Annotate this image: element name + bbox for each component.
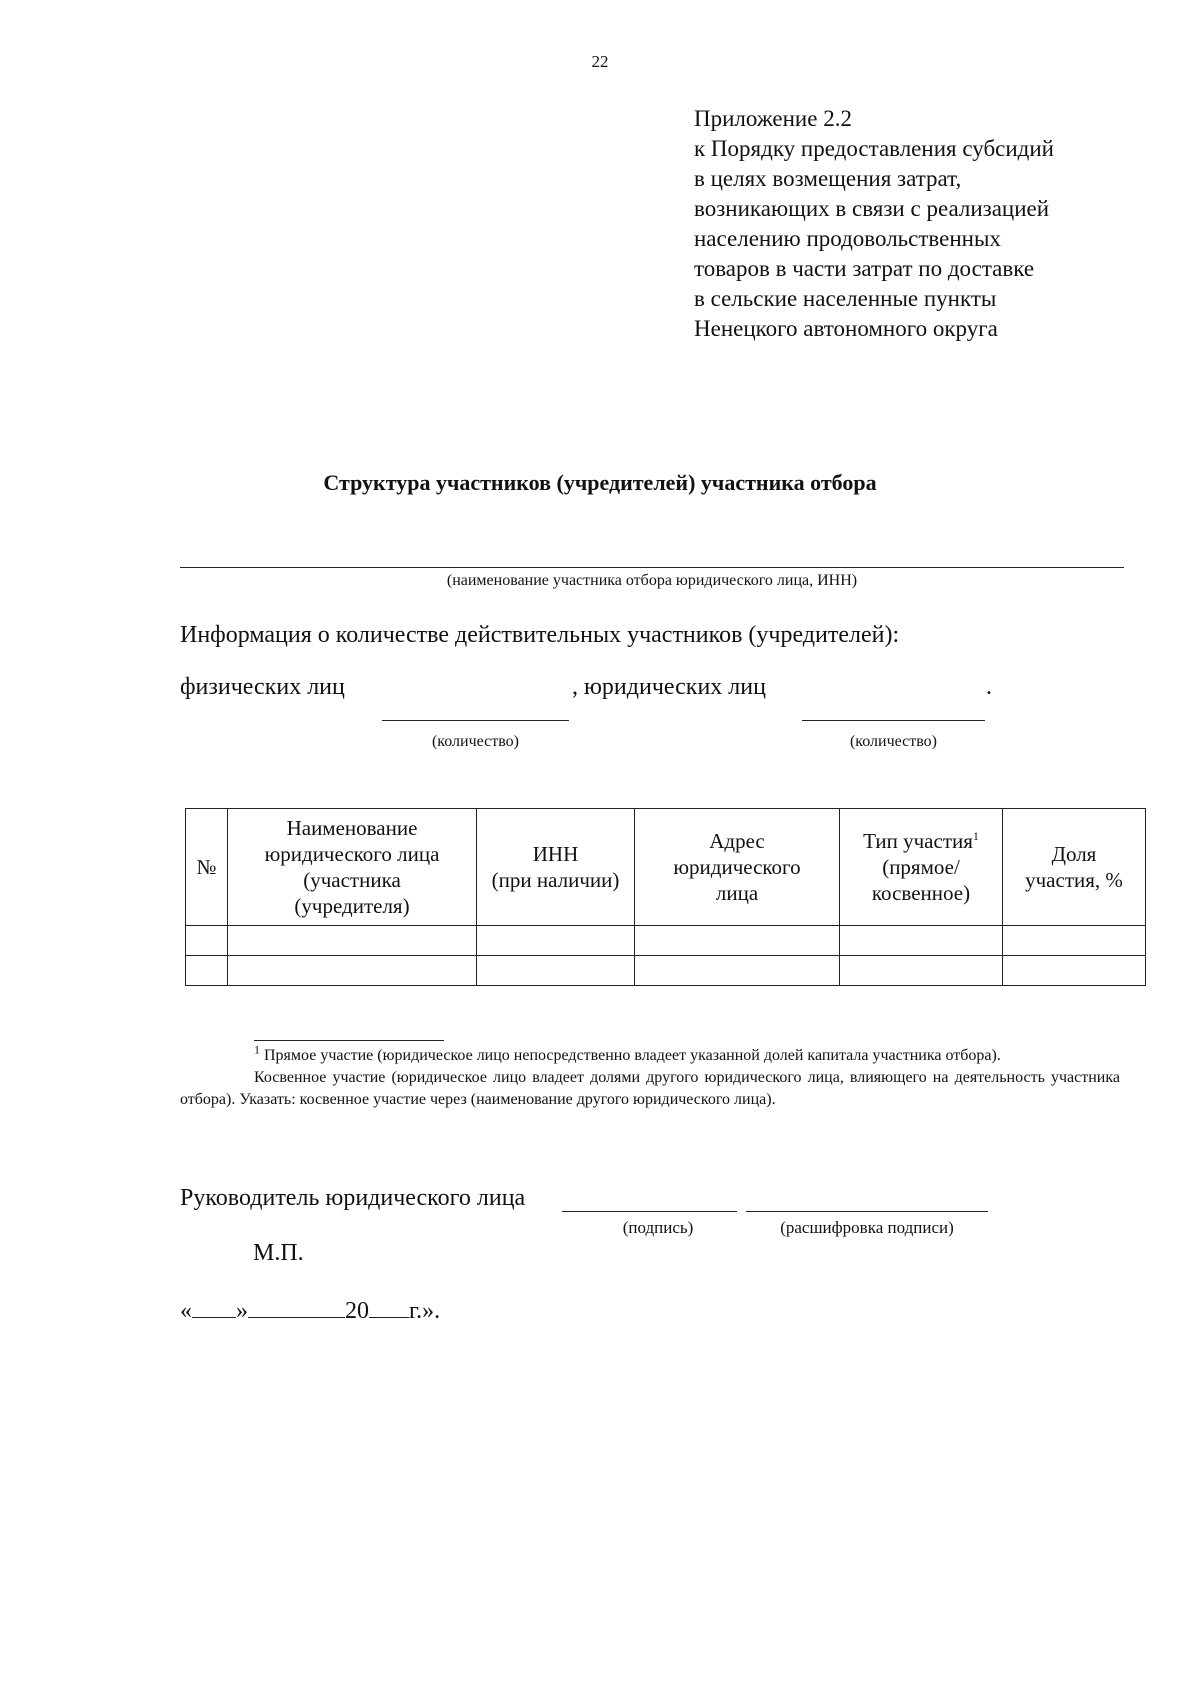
table-cell[interactable]: [477, 926, 635, 956]
header-text: Адрес: [709, 829, 765, 853]
header-text: косвенное): [871, 881, 971, 905]
table-row: [186, 926, 1146, 956]
header-text: (прямое/: [882, 855, 960, 879]
date-year-field[interactable]: [369, 1295, 409, 1318]
header-text: юридического лица: [264, 842, 440, 866]
page-number: 22: [591, 52, 609, 71]
table-cell[interactable]: [228, 956, 477, 986]
sentence-period: .: [986, 674, 992, 700]
document-title: Структура участников (учредителей) участника отбора: [323, 470, 877, 495]
footnote-separator: [254, 1040, 444, 1041]
footnote-direct: [180, 1042, 1120, 1067]
header-text: (учредителя): [294, 894, 410, 918]
header-text: Наименование: [286, 816, 418, 840]
appendix-block: [694, 104, 1054, 344]
header-text: Тип участия: [863, 829, 973, 853]
footnote-marker: 1: [254, 1042, 260, 1057]
appendix-line: населению продовольственных: [694, 226, 1001, 251]
appendix-line: Приложение 2.2: [694, 106, 852, 131]
header-text: юридического: [673, 855, 801, 879]
table-header-row: [186, 809, 1146, 926]
head-of-entity-label: Руководитель юридического лица: [180, 1185, 526, 1211]
table-cell[interactable]: [840, 956, 1003, 986]
header-text: ИНН: [532, 842, 579, 866]
appendix-line: в целях возмещения затрат,: [694, 166, 962, 191]
footnote-direct-text: Прямое участие (юридическое лицо непосредственно владеет указанной долей капитала участника отбора).: [264, 1047, 1001, 1064]
date-open-quote: «: [180, 1298, 192, 1324]
physical-persons-label: физических лиц: [180, 674, 345, 700]
juridical-persons-count-field[interactable]: [802, 720, 985, 721]
participant-name-caption: (наименование участника отбора юридического лица, ИНН): [446, 572, 858, 589]
header-text: Доля: [1051, 842, 1097, 866]
header-participation-type: [840, 809, 1003, 926]
juridical-persons-label: , юридических лиц: [572, 674, 766, 700]
header-text: (при наличии): [491, 868, 620, 892]
physical-persons-count-field[interactable]: [382, 720, 569, 721]
header-entity-name: [228, 809, 477, 926]
appendix-line: возникающих в связи с реализацией: [694, 196, 1050, 221]
appendix-line: Ненецкого автономного округа: [694, 316, 998, 341]
table-cell[interactable]: [635, 926, 840, 956]
header-text: лица: [715, 881, 759, 905]
footnote-marker: 1: [972, 829, 979, 843]
stamp-label: М.П.: [253, 1240, 304, 1266]
signature-caption: (подпись): [622, 1218, 694, 1237]
signature-decode-caption: (расшифровка подписи): [780, 1218, 954, 1237]
date-close-quote: »: [236, 1298, 248, 1324]
table-row: [186, 956, 1146, 986]
header-inn: [477, 809, 635, 926]
table-cell[interactable]: [1003, 956, 1146, 986]
appendix-line: к Порядку предоставления субсидий: [694, 136, 1054, 161]
date-month-field[interactable]: [248, 1295, 345, 1318]
table-cell[interactable]: [635, 956, 840, 986]
date-year-prefix: 20: [345, 1298, 369, 1324]
appendix-line: в сельские населенные пункты: [694, 286, 997, 311]
quantity-caption: (количество): [849, 733, 938, 750]
appendix-line: товаров в части затрат по доставке: [694, 256, 1035, 281]
footnote-block: [180, 1042, 1120, 1111]
table-cell[interactable]: [186, 926, 228, 956]
header-share: [1003, 809, 1146, 926]
header-text: [844, 828, 998, 854]
header-address: [635, 809, 840, 926]
table-cell[interactable]: [186, 956, 228, 986]
table-cell[interactable]: [1003, 926, 1146, 956]
header-text: (участника: [303, 868, 401, 892]
header-number: №: [186, 809, 228, 926]
quantity-caption: (количество): [431, 733, 520, 750]
participants-table: [185, 808, 1146, 986]
date-day-field[interactable]: [192, 1295, 236, 1318]
header-text: участия, %: [1025, 868, 1123, 892]
table-cell[interactable]: [840, 926, 1003, 956]
participant-name-field[interactable]: [180, 567, 1124, 568]
table-cell[interactable]: [477, 956, 635, 986]
date-suffix: г.».: [409, 1298, 441, 1324]
date-line: [180, 1295, 440, 1325]
footnote-indirect: Косвенное участие (юридическое лицо владеет долями другого юридического лица, влияющего на деятельность участника отбора). Указать: косвенное участие через (наименование другого юридического лица).: [180, 1069, 1120, 1108]
participants-info-label: Информация о количестве действительных участников (учредителей):: [180, 622, 900, 648]
signature-decode-field[interactable]: [746, 1211, 988, 1212]
table-cell[interactable]: [228, 926, 477, 956]
signature-field[interactable]: [562, 1211, 737, 1212]
